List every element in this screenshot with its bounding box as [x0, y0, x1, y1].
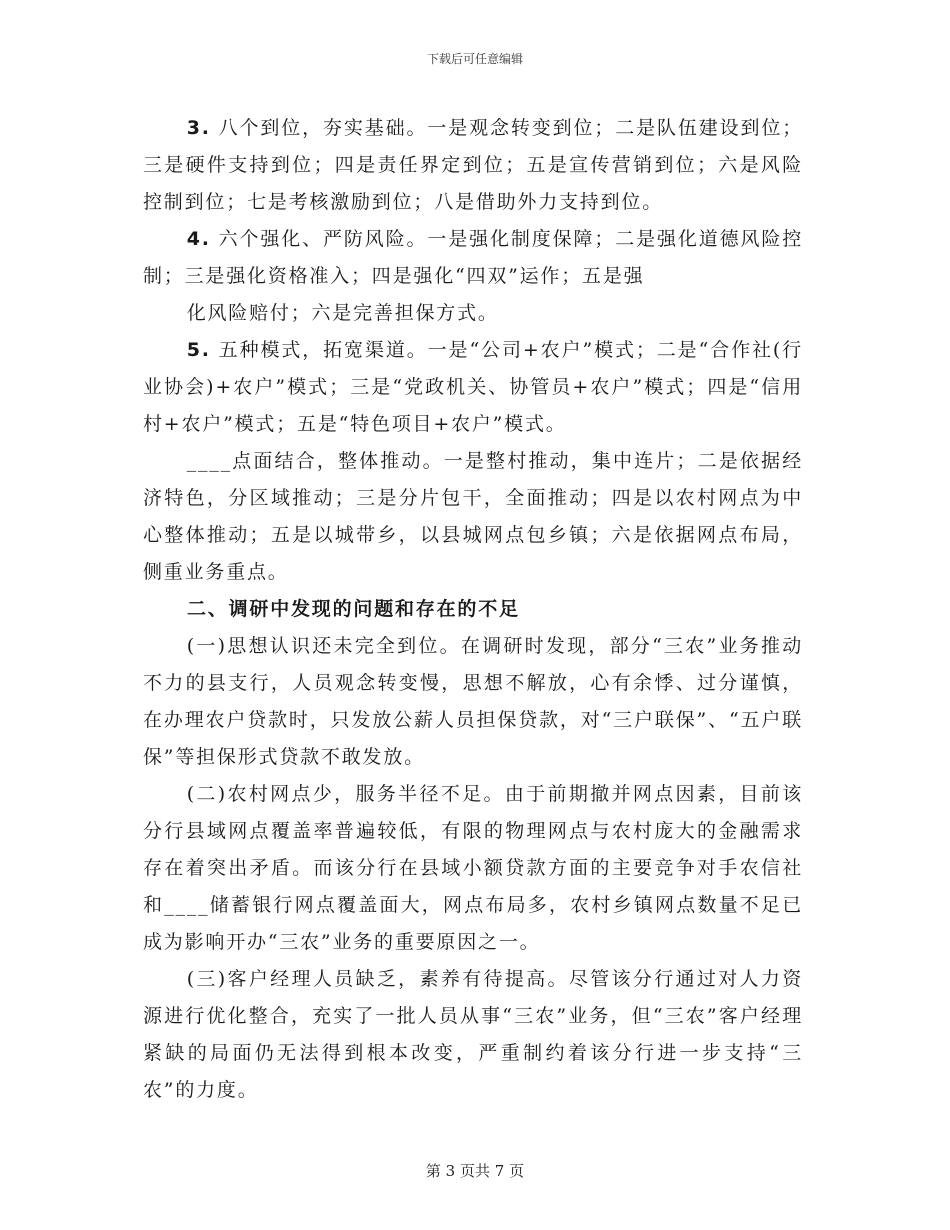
page-footer: 第 3 页共 7 页: [425, 1162, 525, 1180]
section-heading: 二、调研中发现的问题和存在的不足: [187, 598, 520, 620]
paragraph-6: ____点面结合，整体推动。一是整村推动，集中连片；二是依据经济特色，分区域推动；三是分片包干，全面推动；四是以农村网点为中心整体推动；五是以城带乡，以县城网点包乡镇；六是依据网点布局，侧重业务重点。: [143, 450, 803, 583]
paragraph-text: 五种模式，拓宽渠道。一是“公司+农户”模式；二是“合作社(行业协会)+农户”模式；三是“党政机关、协管员+农户”模式；四是“信用村+农户”模式；五是“特色项目+农户”模式。: [143, 339, 803, 435]
document-body: [143, 110, 803, 1109]
paragraph-text: 六个强化、严防风险。一是强化制度保障；二是强化道德风险控制；三是强化资格准入；四是强化“四双”运作；五是强: [143, 228, 803, 287]
page-header: 下载后可任意编辑: [426, 52, 523, 66]
paragraph-number: 4.: [186, 228, 211, 250]
paragraph-problem-2: (二)农村网点少，服务半径不足。由于前期撤并网点因素，目前该分行县域网点覆盖率普遍较低，有限的物理网点与农村庞大的金融需求存在着突出矛盾。而该分行在县域小额贷款方面的主要竞争对手农信社和____储蓄银行网点覆盖面大，网点布局多，农村乡镇网点数量不足已成为影响开办“三农”业务的重要原因之一。: [143, 783, 803, 953]
paragraph-problem-3: (三)客户经理人员缺乏，素养有待提高。尽管该分行通过对人力资源进行优化整合，充实了一批人员从事“三农”业务，但“三农”客户经理紧缺的局面仍无法得到根本改变，严重制约着该分行进一步支持“三农”的力度。: [143, 968, 803, 1101]
paragraph-4: [143, 221, 803, 295]
paragraph-text: 八个到位，夯实基础。一是观念转变到位；二是队伍建设到位；三是硬件支持到位；四是责任界定到位；五是宣传营销到位；六是风险控制到位；七是考核激励到位；八是借助外力支持到位。: [143, 117, 803, 213]
paragraph-number: 3.: [186, 117, 211, 139]
paragraph-3: [143, 110, 803, 221]
paragraph-number: 5.: [186, 339, 211, 361]
paragraph-problem-1: (一)思想认识还未完全到位。在调研时发现，部分“三农”业务推动不力的县支行，人员观念转变慢，思想不解放，心有余悸、过分谨慎，在办理农户贷款时，只发放公薪人员担保贷款，对“三户联保”、“五户联保”等担保形式贷款不敢发放。: [143, 635, 803, 768]
paragraph-4-continued: 化风险赔付；六是完善担保方式。: [186, 302, 499, 324]
paragraph-5: [143, 332, 803, 443]
